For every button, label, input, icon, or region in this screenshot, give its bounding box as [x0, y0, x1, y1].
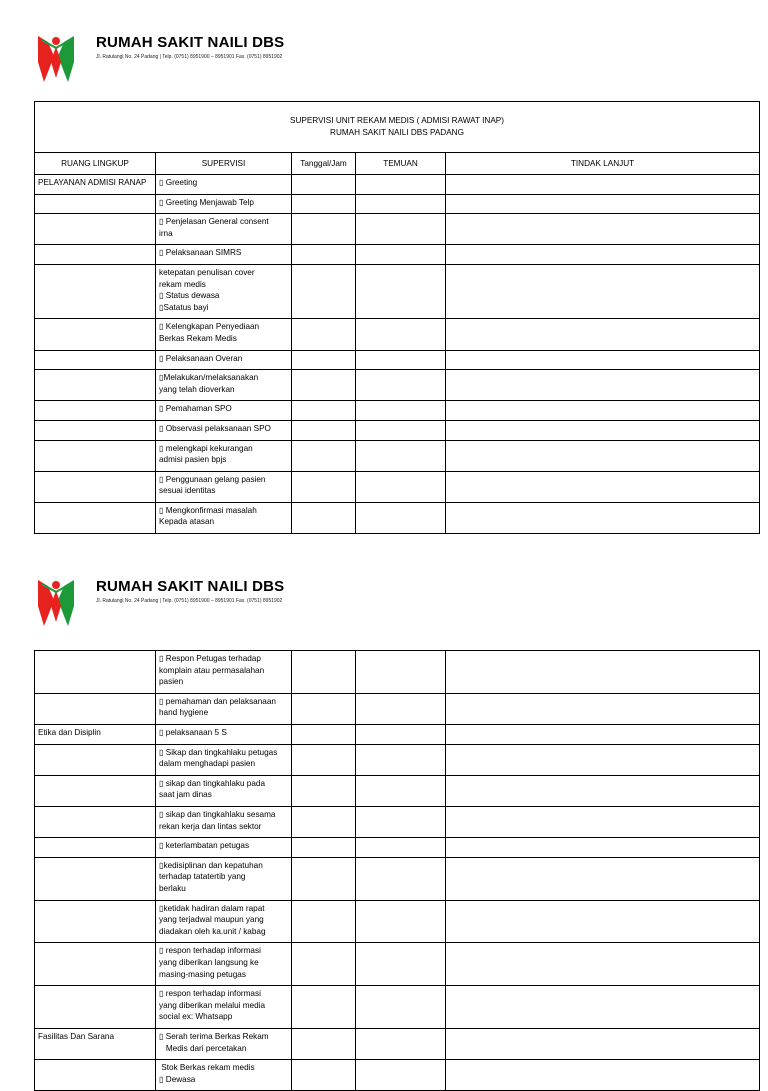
followup-cell[interactable]: [446, 502, 760, 533]
datetime-cell[interactable]: [292, 319, 356, 350]
supervision-cell: [156, 420, 292, 440]
supervision-line: rekam medis: [159, 279, 206, 289]
scope-cell: [35, 214, 156, 245]
table-row: [35, 194, 760, 214]
followup-cell[interactable]: [446, 175, 760, 195]
findings-cell[interactable]: [356, 693, 446, 724]
supervision-line: ▯Satatus bayi: [159, 302, 209, 312]
datetime-cell[interactable]: [292, 214, 356, 245]
findings-cell[interactable]: [356, 1060, 446, 1091]
table-row: [35, 775, 760, 806]
scope-cell: [35, 943, 156, 986]
supervision-line: ▯ respon terhadap informasi: [159, 989, 261, 999]
supervision-line: ▯ Penggunaan gelang pasien: [159, 474, 266, 484]
table-row: [35, 693, 760, 724]
supervision-line: ▯ Penjelasan General consent: [159, 217, 269, 227]
column-header-row: [35, 153, 760, 175]
scope-cell: [35, 370, 156, 401]
datetime-cell[interactable]: [292, 502, 356, 533]
supervision-cell: [156, 264, 292, 318]
page2-header: [34, 576, 734, 632]
findings-cell[interactable]: [356, 214, 446, 245]
supervision-cell: [156, 806, 292, 837]
supervision-line: ▯ Sikap dan tingkahlaku petugas: [159, 747, 278, 757]
supervision-line: Kepada atasan: [159, 517, 215, 527]
supervision-line: ▯ sikap dan tingkahlaku sesama: [159, 809, 276, 819]
table-row: [35, 986, 760, 1029]
hospital-address: Jl. Ratulangi No. 24 Padang | Telp. (0751) 8951900 – 8951901 Fax. (0751) 8951902: [96, 54, 283, 60]
supervision-cell: [156, 1060, 292, 1091]
followup-cell[interactable]: [446, 194, 760, 214]
table-row: [35, 744, 760, 775]
datetime-cell[interactable]: [292, 693, 356, 724]
followup-cell[interactable]: [446, 401, 760, 421]
supervision-line: ▯ Status dewasa: [159, 291, 220, 301]
scope-cell: Etika dan Disiplin: [35, 724, 156, 744]
followup-cell[interactable]: [446, 440, 760, 471]
page1-rows: [35, 175, 760, 534]
table-row: [35, 1060, 760, 1091]
supervision-line: ▯ Respon Petugas terhadap: [159, 654, 261, 663]
datetime-cell[interactable]: [292, 370, 356, 401]
followup-cell[interactable]: [446, 214, 760, 245]
supervision-line: ▯ketidak hadiran dalam rapat: [159, 903, 265, 913]
table-row: [35, 350, 760, 370]
supervision-cell: [156, 245, 292, 265]
supervision-line: rekan kerja dan lintas sektor: [159, 821, 262, 831]
findings-cell[interactable]: [356, 1028, 446, 1059]
findings-cell[interactable]: [356, 744, 446, 775]
supervision-table-page2: [34, 650, 760, 1091]
supervision-cell: [156, 175, 292, 195]
supervision-line: Stok Berkas rekam medis: [159, 1063, 255, 1073]
datetime-cell[interactable]: [292, 744, 356, 775]
supervision-line: ▯ Kelengkapan Penyediaan: [159, 322, 260, 332]
supervision-cell: [156, 838, 292, 858]
supervision-line: ▯ melengkapi kekurangan: [159, 443, 253, 453]
table-row: [35, 214, 760, 245]
supervision-line: ▯ Pelaksanaan Overan: [159, 353, 243, 363]
scope-cell: [35, 775, 156, 806]
form-title-line2: RUMAH SAKIT NAILI DBS PADANG: [330, 128, 464, 137]
supervision-cell: [156, 471, 292, 502]
supervision-line: saat jam dinas: [159, 790, 212, 800]
supervision-line: ▯ respon terhadap informasi: [159, 946, 261, 956]
supervision-line: sesuai identitas: [159, 486, 216, 496]
supervision-line: ▯kedisiplinan dan kepatuhan: [159, 860, 263, 870]
supervision-line: social ex: Whatsapp: [159, 1012, 233, 1022]
datetime-cell[interactable]: [292, 775, 356, 806]
supervision-line: yang diberikan melalui media: [159, 1000, 266, 1010]
supervision-line: ▯ Pemahaman SPO: [159, 404, 232, 414]
scope-cell: [35, 857, 156, 900]
followup-cell[interactable]: [446, 471, 760, 502]
findings-cell[interactable]: [356, 420, 446, 440]
supervision-cell: [156, 724, 292, 744]
supervision-line: ▯ pelaksanaan 5 S: [159, 727, 227, 737]
table-row: [35, 245, 760, 265]
followup-cell[interactable]: [446, 775, 760, 806]
page2-rows: [35, 651, 760, 1091]
supervision-cell: [156, 440, 292, 471]
datetime-cell[interactable]: [292, 1028, 356, 1059]
supervision-cell: [156, 194, 292, 214]
supervision-line: berlaku: [159, 883, 186, 893]
supervision-line: pasien: [159, 677, 184, 687]
scope-cell: [35, 319, 156, 350]
findings-cell[interactable]: [356, 986, 446, 1029]
scope-cell: [35, 838, 156, 858]
scope-cell: Fasilitas Dan Sarana: [35, 1028, 156, 1059]
datetime-cell[interactable]: [292, 350, 356, 370]
findings-cell[interactable]: [356, 319, 446, 350]
supervision-cell: [156, 775, 292, 806]
datetime-cell[interactable]: [292, 943, 356, 986]
findings-cell[interactable]: [356, 838, 446, 858]
datetime-cell[interactable]: [292, 857, 356, 900]
column-header-scope: RUANG LINGKUP: [35, 153, 156, 175]
findings-cell[interactable]: [356, 245, 446, 265]
table-row: [35, 319, 760, 350]
supervision-line: ▯ Mengkonfirmasi masalah: [159, 505, 257, 515]
followup-cell[interactable]: [446, 806, 760, 837]
datetime-cell[interactable]: [292, 1060, 356, 1091]
followup-cell[interactable]: [446, 724, 760, 744]
findings-cell[interactable]: [356, 401, 446, 421]
form-title-line1: SUPERVISI UNIT REKAM MEDIS ( ADMISI RAWAT INAP): [290, 116, 504, 125]
datetime-cell[interactable]: [292, 651, 356, 694]
scope-cell: [35, 502, 156, 533]
supervision-line: ▯ keterlambatan petugas: [159, 841, 250, 851]
supervision-line: irna: [159, 228, 173, 238]
followup-cell[interactable]: [446, 350, 760, 370]
supervision-line: ▯ Pelaksanaan SIMRS: [159, 248, 242, 258]
datetime-cell[interactable]: [292, 401, 356, 421]
supervision-line: hand hygiene: [159, 708, 209, 718]
hospital-address: Jl. Ratulangi No. 24 Padang | Telp. (0751) 8951900 – 8951901 Fax. (0751) 8951902: [96, 598, 283, 604]
scope-cell: [35, 1060, 156, 1091]
supervision-line: terhadap tatatertib yang: [159, 872, 246, 882]
column-header-supervision: SUPERVISI: [156, 153, 292, 175]
supervision-line: yang terjadwal maupun yang: [159, 915, 264, 925]
findings-cell[interactable]: [356, 900, 446, 943]
supervision-line: masing-masing petugas: [159, 969, 246, 979]
supervision-cell: [156, 401, 292, 421]
findings-cell[interactable]: [356, 350, 446, 370]
supervision-line: ▯ pemahaman dan pelaksanaan: [159, 696, 276, 706]
datetime-cell[interactable]: [292, 440, 356, 471]
followup-cell[interactable]: [446, 1060, 760, 1091]
supervision-cell: [156, 319, 292, 350]
scope-cell: [35, 350, 156, 370]
supervision-cell: [156, 1028, 292, 1059]
followup-cell[interactable]: [446, 651, 760, 694]
findings-cell[interactable]: [356, 857, 446, 900]
scope-cell: [35, 264, 156, 318]
supervision-cell: [156, 502, 292, 533]
datetime-cell[interactable]: [292, 900, 356, 943]
followup-cell[interactable]: [446, 744, 760, 775]
table-row: [35, 1028, 760, 1059]
table-row: [35, 900, 760, 943]
supervision-line: Medis dari percetakan: [159, 1043, 247, 1053]
findings-cell[interactable]: [356, 943, 446, 986]
followup-cell[interactable]: [446, 986, 760, 1029]
datetime-cell[interactable]: [292, 175, 356, 195]
hospital-logo-icon: [34, 32, 78, 84]
table-row: [35, 264, 760, 318]
supervision-table-page1: [34, 101, 760, 534]
supervision-line: Berkas Rekam Medis: [159, 333, 237, 343]
supervision-cell: [156, 900, 292, 943]
scope-cell: [35, 420, 156, 440]
followup-cell[interactable]: [446, 693, 760, 724]
supervision-cell: [156, 943, 292, 986]
supervision-cell: [156, 857, 292, 900]
supervision-line: diadakan oleh ka.unit / kabag: [159, 926, 266, 936]
table-row: [35, 806, 760, 837]
supervision-cell: [156, 744, 292, 775]
findings-cell[interactable]: [356, 775, 446, 806]
findings-cell[interactable]: [356, 502, 446, 533]
scope-cell: [35, 693, 156, 724]
supervision-line: admisi pasien bpjs: [159, 455, 227, 465]
findings-cell[interactable]: [356, 370, 446, 401]
hospital-name: RUMAH SAKIT NAILI DBS: [96, 34, 285, 51]
supervision-cell: [156, 651, 292, 694]
findings-cell[interactable]: [356, 440, 446, 471]
column-header-followup: TINDAK LANJUT: [446, 153, 760, 175]
findings-cell[interactable]: [356, 806, 446, 837]
scope-cell: [35, 194, 156, 214]
supervision-line: ▯ Dewasa: [159, 1074, 196, 1084]
datetime-cell[interactable]: [292, 245, 356, 265]
table-row: [35, 857, 760, 900]
followup-cell[interactable]: [446, 900, 760, 943]
findings-cell[interactable]: [356, 264, 446, 318]
supervision-cell: [156, 693, 292, 724]
scope-cell: [35, 986, 156, 1029]
findings-cell[interactable]: [356, 724, 446, 744]
supervision-line: ▯Melakukan/melaksanakan: [159, 373, 259, 383]
supervision-cell: [156, 986, 292, 1029]
scope-cell: [35, 744, 156, 775]
table-row: [35, 651, 760, 694]
scope-cell: [35, 651, 156, 694]
followup-cell[interactable]: [446, 838, 760, 858]
supervision-cell: [156, 370, 292, 401]
followup-cell[interactable]: [446, 1028, 760, 1059]
scope-cell: [35, 806, 156, 837]
followup-cell[interactable]: [446, 420, 760, 440]
scope-cell: [35, 471, 156, 502]
datetime-cell[interactable]: [292, 986, 356, 1029]
datetime-cell[interactable]: [292, 420, 356, 440]
table-row: [35, 471, 760, 502]
supervision-line: ▯ Greeting: [159, 178, 198, 187]
findings-cell[interactable]: [356, 651, 446, 694]
form-title: [35, 102, 760, 153]
supervision-line: ▯ sikap dan tingkahlaku pada: [159, 778, 266, 788]
supervision-line: ketepatan penulisan cover: [159, 267, 255, 277]
followup-cell[interactable]: [446, 319, 760, 350]
table-row: [35, 175, 760, 195]
scope-cell: PELAYANAN ADMISI RANAP: [35, 175, 156, 195]
datetime-cell[interactable]: [292, 806, 356, 837]
column-header-findings: TEMUAN: [356, 153, 446, 175]
followup-cell[interactable]: [446, 245, 760, 265]
supervision-cell: [156, 214, 292, 245]
datetime-cell[interactable]: [292, 264, 356, 318]
supervision-line: yang diberikan langsung ke: [159, 957, 259, 967]
scope-cell: [35, 900, 156, 943]
table-row: [35, 401, 760, 421]
followup-cell[interactable]: [446, 370, 760, 401]
supervision-line: ▯ Serah terima Berkas Rekam: [159, 1031, 269, 1041]
form-title-row: [35, 102, 760, 153]
datetime-cell[interactable]: [292, 724, 356, 744]
supervision-line: ▯ Observasi pelaksanaan SPO: [159, 423, 271, 433]
findings-cell[interactable]: [356, 471, 446, 502]
datetime-cell[interactable]: [292, 194, 356, 214]
table-row: [35, 724, 760, 744]
table-row: [35, 943, 760, 986]
findings-cell[interactable]: [356, 194, 446, 214]
datetime-cell[interactable]: [292, 838, 356, 858]
followup-cell[interactable]: [446, 857, 760, 900]
column-header-datetime: Tanggal/Jam: [292, 153, 356, 175]
followup-cell[interactable]: [446, 264, 760, 318]
supervision-line: ▯ Greeting Menjawab Telp: [159, 197, 254, 207]
supervision-line: komplain atau permasalahan: [159, 665, 265, 675]
table-row: [35, 838, 760, 858]
hospital-name: RUMAH SAKIT NAILI DBS: [96, 578, 285, 595]
table-row: [35, 370, 760, 401]
supervision-cell: [156, 350, 292, 370]
table-row: [35, 502, 760, 533]
scope-cell: [35, 440, 156, 471]
table-row: [35, 440, 760, 471]
scope-cell: [35, 401, 156, 421]
findings-cell[interactable]: [356, 175, 446, 195]
scope-cell: [35, 245, 156, 265]
datetime-cell[interactable]: [292, 471, 356, 502]
page1-header: [34, 32, 734, 88]
hospital-logo-icon: [34, 576, 78, 628]
supervision-line: dalam menghadapi pasien: [159, 759, 256, 769]
followup-cell[interactable]: [446, 943, 760, 986]
table-row: [35, 420, 760, 440]
supervision-line: yang telah dioverkan: [159, 384, 235, 394]
